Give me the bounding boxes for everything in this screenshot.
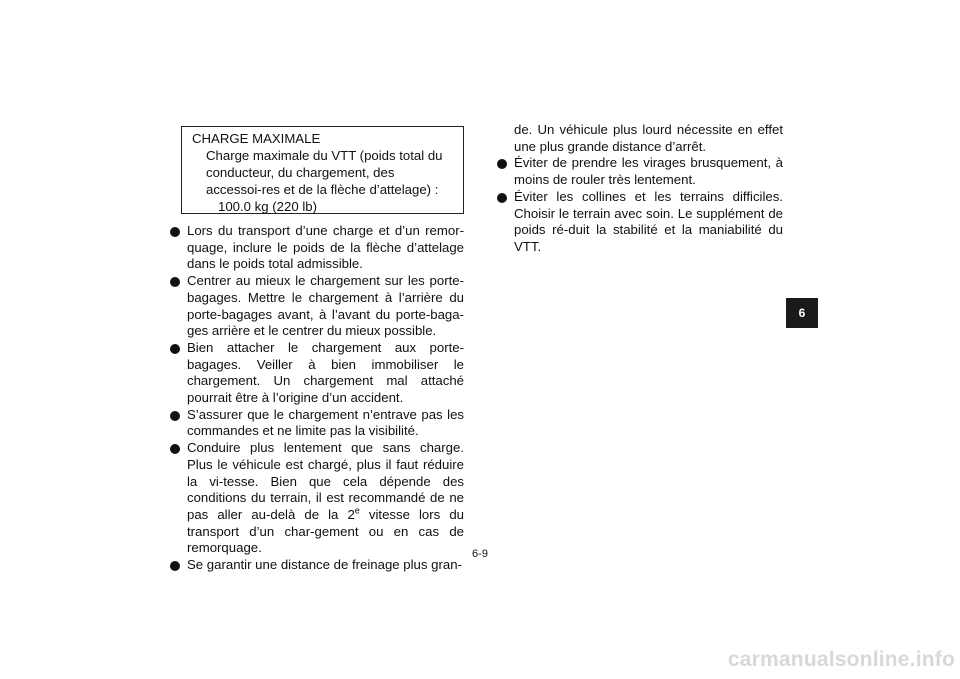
list-item (170, 273, 464, 340)
bullet-icon (170, 344, 180, 354)
bullet-icon (170, 561, 180, 571)
bullet-icon (170, 227, 180, 237)
list-item (170, 440, 464, 557)
superscript-e: e (354, 505, 360, 516)
list-item-text: Centrer au mieux le chargement sur les porte-bagages. Mettre le chargement à l’arrière du porte-bagages avant, à l’avant du porte-baga-ges arrière et le centrer du mieux possible. (187, 273, 464, 339)
bullet-icon (170, 444, 180, 454)
bullet-icon (170, 277, 180, 287)
list-item (497, 189, 783, 256)
list-item-text: Éviter les collines et les terrains difficiles. Choisir le terrain avec soin. Le supplément de poids ré-duit la stabilité et la maniabilité du VTT. (514, 188, 783, 254)
list-item-text: Se garantir une distance de freinage plus gran- (187, 557, 462, 573)
list-item (170, 223, 464, 273)
chapter-tab: 6 (786, 298, 818, 328)
bullet-icon (170, 411, 180, 421)
continuation-text: de. Un véhicule plus lourd nécessite en effet une plus grande distance d’arrêt. (514, 122, 783, 154)
page-number: 6-9 (472, 548, 488, 560)
list-item-text: Éviter de prendre les virages brusquement, à moins de rouler très lentement. (514, 155, 783, 188)
list-item (170, 340, 464, 407)
max-load-value: 100.0 kg (220 lb) (218, 199, 317, 214)
max-load-description: Charge maximale du VTT (poids total du conducteur, du chargement, des accessoi-res et de la flèche d’attelage) : (206, 148, 443, 197)
max-load-box (181, 126, 464, 214)
list-item-text: Lors du transport d’une charge et d’un remor-quage, inclure le poids de la flèche d’attelage dans le poids total admissible. (187, 223, 464, 272)
list-item-text-before: Conduire plus lentement que sans charge. Plus le véhicule est chargé, plus il faut réduire la vi-tesse. Bien que cela dépende des conditions du terrain, il est recommandé de ne pas aller au-delà de la 2 (187, 440, 464, 522)
list-item (170, 557, 464, 574)
max-load-title: CHARGE MAXIMALE (192, 131, 321, 146)
list-item (497, 155, 783, 188)
bullet-icon (497, 159, 507, 169)
list-item-text-after: vitesse lors du transport d’un char-gement ou en cas de remorquage. (187, 506, 464, 556)
list-item-text: Bien attacher le chargement aux porte-bagages. Veiller à bien immobiliser le chargement. Un chargement mal attaché pourrait être à l’origine d’un accident. (187, 339, 464, 406)
list-item-text: S’assurer que le chargement n’entrave pas les commandes et ne limite pas la visibilité. (187, 406, 464, 439)
right-column (497, 122, 783, 256)
list-item (170, 407, 464, 440)
left-column (170, 223, 464, 574)
watermark: carmanualsonline.info (727, 648, 955, 671)
bullet-icon (497, 193, 507, 203)
